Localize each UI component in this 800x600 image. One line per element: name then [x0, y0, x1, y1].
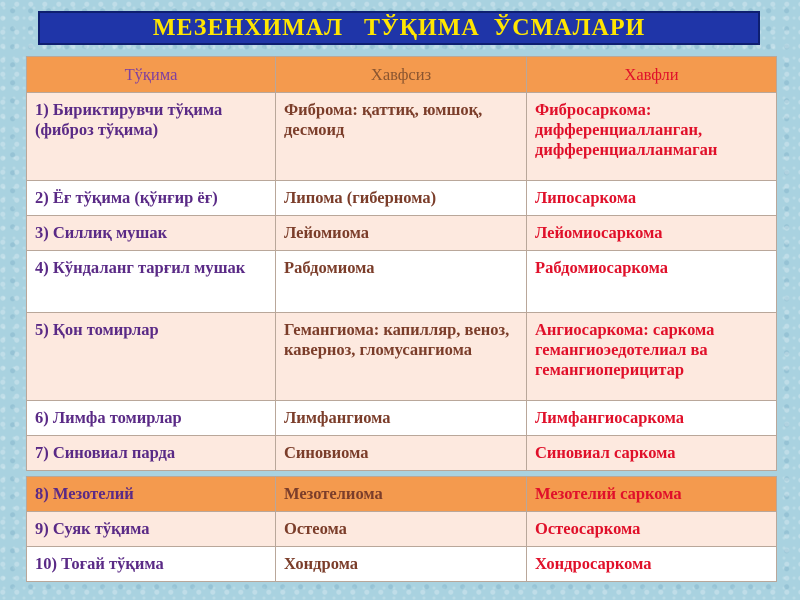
table-row-highlighted [27, 477, 777, 512]
cell-tissue: 5) Қон томирлар [27, 313, 276, 401]
cell-tissue: 7) Синовиал парда [27, 436, 276, 471]
cell-tissue: 6) Лимфа томирлар [27, 401, 276, 436]
cell-tissue: 9) Суяк тўқима [27, 512, 276, 547]
cell-malignant: Хондросаркома [527, 547, 777, 582]
cell-benign: Липома (гибернома) [276, 181, 527, 216]
cell-malignant: Липосаркома [527, 181, 777, 216]
cell-malignant: Лимфангиосаркома [527, 401, 777, 436]
table-row [27, 216, 777, 251]
cell-benign: Лейомиома [276, 216, 527, 251]
cell-malignant: Фибросаркома: дифференциалланган, дифференциалланмаган [527, 93, 777, 181]
cell-benign: Гемангиома: капилляр, веноз, каверноз, гломусангиома [276, 313, 527, 401]
cell-benign: Рабдомиома [276, 251, 527, 313]
table-row [27, 93, 777, 181]
cell-malignant: Мезотелий саркома [527, 477, 777, 512]
cell-tissue: 8) Мезотелий [27, 477, 276, 512]
cell-benign: Остеома [276, 512, 527, 547]
cell-tissue: 2) Ёғ тўқима (қўнғир ёғ) [27, 181, 276, 216]
title-banner [38, 11, 760, 45]
table-row [27, 512, 777, 547]
table-row [27, 313, 777, 401]
table-row [27, 181, 777, 216]
header-benign: Хавфсиз [276, 57, 527, 93]
table-row [27, 547, 777, 582]
tumor-table [26, 56, 777, 582]
cell-tissue: 4) Кўндаланг тарғил мушак [27, 251, 276, 313]
cell-benign: Лимфангиома [276, 401, 527, 436]
cell-benign: Синовиома [276, 436, 527, 471]
cell-malignant: Синовиал саркома [527, 436, 777, 471]
cell-malignant: Ангиосаркома: саркома гемангиоэедотелиал ва гемангиоперицитар [527, 313, 777, 401]
cell-malignant: Рабдомиосаркома [527, 251, 777, 313]
cell-malignant: Лейомиосаркома [527, 216, 777, 251]
cell-tissue: 3) Силлиқ мушак [27, 216, 276, 251]
cell-benign: Мезотелиома [276, 477, 527, 512]
header-malignant: Хавфли [527, 57, 777, 93]
table-header-row [27, 57, 777, 93]
table-row [27, 436, 777, 471]
cell-benign: Хондрома [276, 547, 527, 582]
slide-title: МЕЗЕНХИМАЛ ТЎҚИМА ЎСМАЛАРИ [152, 14, 646, 41]
cell-tissue: 1) Бириктирувчи тўқима (фиброз тўқима) [27, 93, 276, 181]
cell-benign: Фиброма: қаттиқ, юмшоқ, десмоид [276, 93, 527, 181]
cell-malignant: Остеосаркома [527, 512, 777, 547]
table-row [27, 251, 777, 313]
header-tissue: Тўқима [27, 57, 276, 93]
table-row [27, 401, 777, 436]
cell-tissue: 10) Тоғай тўқима [27, 547, 276, 582]
